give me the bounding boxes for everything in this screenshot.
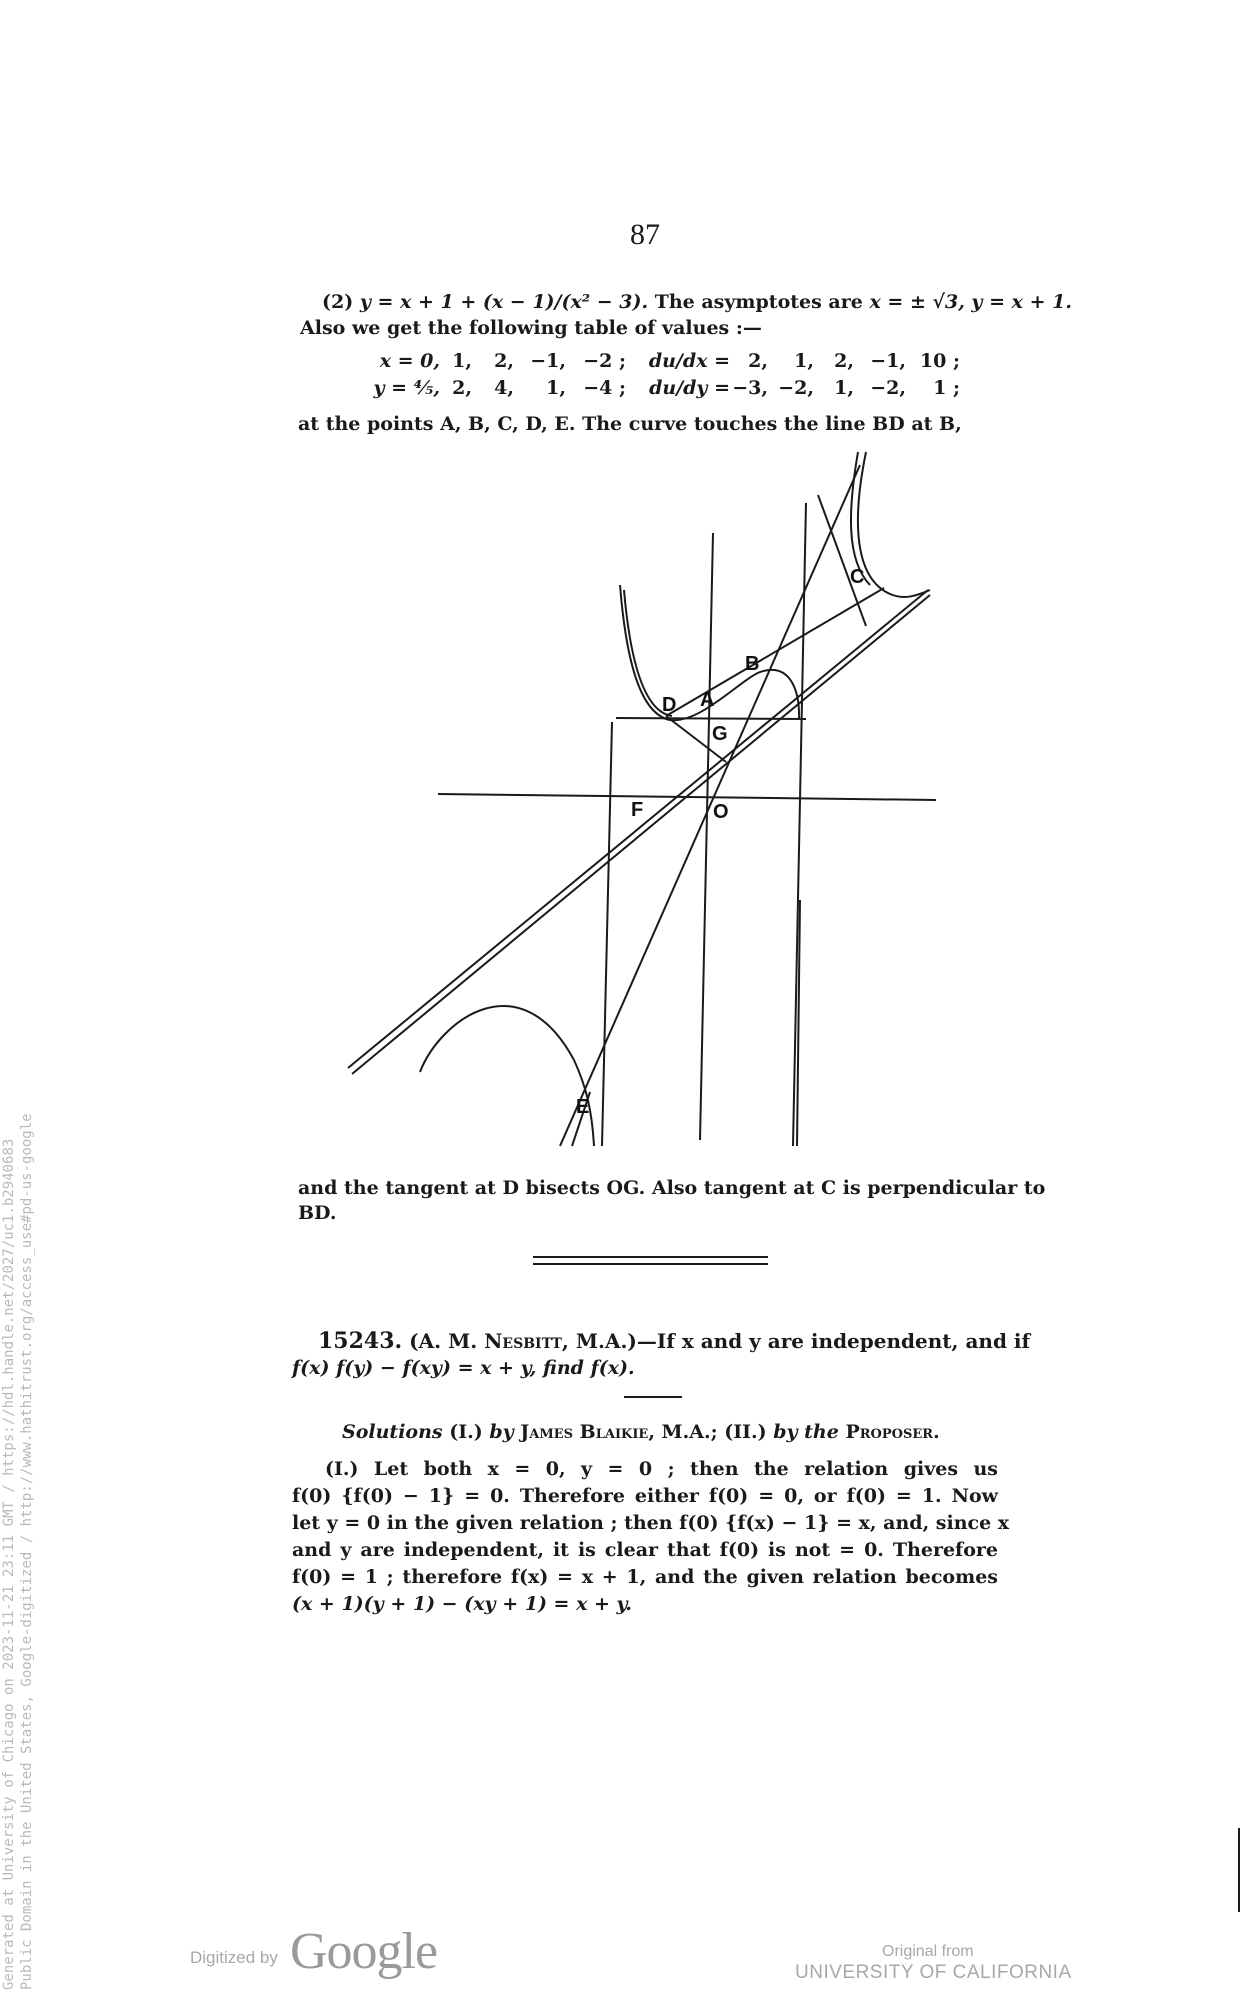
problem-equation: f(x) f(y) − f(xy) = x + y, find f(x). bbox=[292, 1357, 635, 1379]
solution-line: let y = 0 in the given relation ; then f(0) {f(x) − 1} = x, and, since x bbox=[292, 1512, 1010, 1534]
heading-part: (I.) bbox=[449, 1421, 483, 1443]
access-watermark bbox=[0, 990, 36, 1990]
heading-part: ; (II.) bbox=[710, 1421, 767, 1443]
table-cell: 10 ; bbox=[919, 350, 960, 372]
separator-rule bbox=[533, 1256, 768, 1258]
line-eb bbox=[560, 465, 860, 1146]
asymptote-left bbox=[602, 722, 612, 1146]
label-d: D bbox=[662, 694, 677, 716]
table-cell: 2, bbox=[494, 350, 514, 372]
original-from: Original from bbox=[882, 1943, 974, 1960]
table-cell: 2, bbox=[748, 350, 768, 372]
separator-rule bbox=[533, 1263, 768, 1265]
label-b: B bbox=[745, 653, 760, 675]
tangent-text: and the tangent at D bisects OG. Also tangent at C is perpendicular to bbox=[298, 1177, 1046, 1199]
tangent-text-2: BD. bbox=[298, 1202, 337, 1224]
points-line: at the points A, B, C, D, E. The curve touches the line BD at B, bbox=[298, 413, 962, 435]
table-cell: −3, bbox=[732, 377, 768, 399]
row-label: x = 0, bbox=[379, 350, 440, 372]
table-cell: 1, bbox=[834, 377, 854, 399]
problem-number: 15243. bbox=[318, 1328, 403, 1354]
label-c: C bbox=[850, 566, 865, 588]
row-label: y = ⅘, bbox=[373, 377, 440, 399]
solution-line: (I.) Let both x = 0, y = 0 ; then the relation gives us bbox=[325, 1458, 998, 1480]
table-cell: 1, bbox=[794, 350, 814, 372]
item-label: (2) bbox=[322, 291, 354, 313]
label-e: E bbox=[576, 1096, 590, 1118]
short-rule bbox=[624, 1396, 682, 1398]
derivative-label: du/dy = bbox=[649, 377, 730, 399]
heading-part: by the bbox=[773, 1421, 839, 1443]
watermark-line: Generated at University of Chicago on 2023-11-21 23:11 GMT / https://hdl.handle.net/2027/uc1.b2940683 bbox=[1, 1138, 17, 1990]
table-cell: 1, bbox=[452, 350, 472, 372]
derivative-label: du/dx = bbox=[648, 350, 730, 372]
label-o: O bbox=[713, 801, 729, 823]
label-a: A bbox=[700, 689, 715, 711]
table-cell: 4, bbox=[494, 377, 514, 399]
curve-equation: y = x + 1 + (x − 1)/(x² − 3). bbox=[359, 291, 649, 313]
asymptote-right bbox=[793, 503, 806, 1146]
table-cell: −1, bbox=[870, 350, 906, 372]
table-cell: 2, bbox=[834, 350, 854, 372]
horizontal-line-g bbox=[616, 718, 806, 719]
watermark-line: Public Domain in the United States, Google-digitized / http://www.hathitrust.org/access_use#pd-us-google bbox=[19, 1113, 35, 1990]
problem-text: —If x and y are independent, and if bbox=[636, 1329, 1031, 1353]
asymptote-text: The asymptotes are bbox=[654, 291, 863, 313]
table-intro: Also we get the following table of values :— bbox=[300, 317, 762, 339]
google-logo: Google bbox=[290, 1923, 438, 1980]
heading-author: James Blaikie, M.A. bbox=[520, 1421, 711, 1443]
solution-line: (x + 1)(y + 1) − (xy + 1) = x + y. bbox=[292, 1593, 633, 1615]
table-cell: 1, bbox=[546, 377, 566, 399]
table-cell: −4 ; bbox=[583, 377, 626, 399]
digitized-by: Digitized by bbox=[190, 1948, 278, 1967]
university-name: UNIVERSITY OF CALIFORNIA bbox=[795, 1962, 1072, 1983]
table-cell: 2, bbox=[452, 377, 472, 399]
solutions-heading bbox=[342, 1418, 940, 1446]
label-f: F bbox=[631, 799, 644, 821]
label-g: G bbox=[712, 723, 728, 745]
table-cell: 1 ; bbox=[933, 377, 960, 399]
problem-statement bbox=[318, 1327, 1030, 1355]
page-number: 87 bbox=[630, 218, 660, 251]
oblique-asymptote-double bbox=[352, 595, 930, 1074]
heading-part: Solutions bbox=[342, 1421, 443, 1443]
table-cell: −2, bbox=[778, 377, 814, 399]
table-cell: −2 ; bbox=[583, 350, 626, 372]
solution-line: and y are independent, it is clear that f(0) is not = 0. Therefore bbox=[292, 1539, 998, 1561]
table-cell: −2, bbox=[870, 377, 906, 399]
scan-edge-mark bbox=[1238, 1828, 1240, 1912]
table-cell: −1, bbox=[530, 350, 566, 372]
solution-line: f(0) = 1 ; therefore f(x) = x + 1, and the given relation becomes bbox=[292, 1566, 998, 1588]
y-axis bbox=[700, 533, 713, 1140]
branch-upper bbox=[858, 452, 930, 597]
branch-lower bbox=[420, 1006, 594, 1146]
heading-proposer: Proposer. bbox=[845, 1421, 940, 1443]
solution-line: f(0) {f(0) − 1} = 0. Therefore either f(0) = 0, or f(0) = 1. Now bbox=[292, 1485, 998, 1507]
heading-part: by bbox=[489, 1421, 514, 1443]
asymptote-equation: x = ± √3, y = x + 1. bbox=[869, 291, 1072, 313]
problem-author: (A. M. Nesbitt, M.A.) bbox=[409, 1329, 637, 1353]
oblique-asymptote bbox=[348, 590, 928, 1068]
